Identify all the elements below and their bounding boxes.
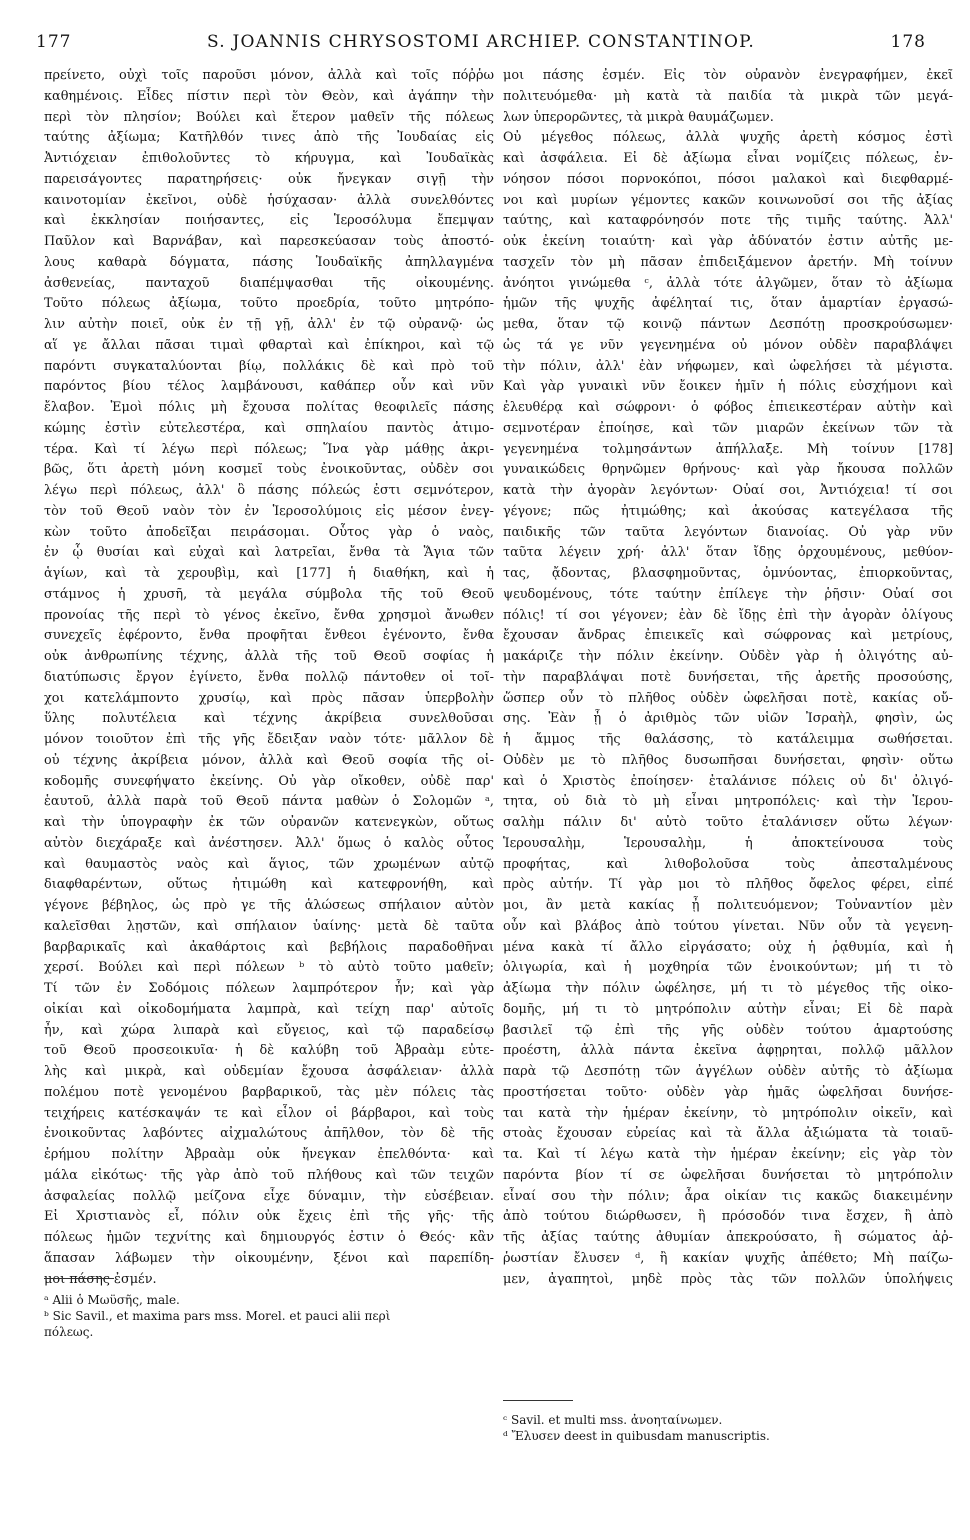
text-line: μοι πάσης ἐσμέν. Εἰς τὸν οὐρανὸν ἐνεγραφήμεν, ἐκεῖ	[503, 68, 953, 83]
text-line: ὡς τά γε νῦν γεγενημένα οὐ μόνον οὐδὲν παραβλάψει	[503, 337, 953, 353]
text-line: προστήσεται τοῦτο· οὐδὲν γὰρ ἡμᾶς ὠφελῆσαι δυνήσε-	[503, 1084, 953, 1100]
text-line: καὶ ὁ Χριστὸς ἐποίησεν· ἐταλάνισε πόλεις οὐ δι' ὀλιγό-	[503, 773, 953, 789]
text-line: ὕλης πολυτέλεια καὶ τέχνης ἀκρίβεια συνελθοῦσαι	[44, 711, 494, 727]
text-line: σης. Ἐὰν ᾖ ὁ ἀριθμὸς τῶν υἱῶν Ἰσραὴλ, φησὶν, ὡς	[503, 711, 953, 727]
text-line: ἀσφαλείας πολλῷ μείζονα εἶχε δύναμιν, τὴν εὐσέβειαν.	[44, 1188, 494, 1204]
text-line: τέρα. Καὶ τί λέγω περὶ πόλεως; Ἵνα γὰρ μάθῃς ἀκρι-	[44, 441, 494, 457]
text-line: πρείνετο, οὐχὶ τοῖς παροῦσι μόνον, ἀλλὰ καὶ τοῖς πόῤῥω	[44, 68, 494, 83]
text-line: μοι, ἂν μετὰ κακίας ᾖ πολιτευόμενον; Τοὐναντίον μὲν	[503, 898, 953, 913]
text-line: ἅπασαν λάβωμεν τὴν οἰκουμένην, ξένοι καὶ παρεπίδη-	[44, 1250, 494, 1266]
text-line: καὶ ἀσφάλεια. Εἰ δὲ ἀξίωμα εἶναι νομίζεις πόλεως, ἐν-	[503, 151, 953, 166]
footnote-line: ᶜ Savil. et multi mss. ἀνοηταίνωμεν.	[503, 1413, 723, 1427]
text-line: συνεχεῖς ἐφέροντο, ἔνθα προφῆται ἔνθεοι ἐγένοντο, ἔνθα	[44, 628, 494, 644]
text-line: ἔχουσαν ἄνδρας ἐπιεικεῖς καὶ σώφρονας καὶ μετρίους,	[503, 628, 953, 644]
text-line: τα. Καὶ τί λέγω κατὰ τὴν ἡμέραν ἐκείνην; εἰς γὰρ τὸν	[503, 1147, 953, 1162]
text-line: κώμης ἐστὶν εὐτελεστέρα, καὶ σπηλαίου παντὸς ἀτιμο-	[44, 420, 494, 436]
running-header	[36, 32, 926, 56]
text-line: ἔλαβον. Ἐμοὶ πόλις μὴ ἔχουσα πολίτας θεοφιλεῖς πάσης	[44, 400, 494, 415]
text-line: μοι πάσης ἐσμέν.	[44, 1271, 157, 1287]
text-line: Καὶ γὰρ γυναικὶ νῦν ἔοικεν ἡμῖν ἡ πόλις εὐσχήμονι καὶ	[503, 379, 953, 395]
text-line: μεν, ἀγαπητοὶ, μηδὲ πρὸς τὰς τῶν πολλῶν ὑπολήψεις	[503, 1271, 953, 1287]
left-text-column	[44, 66, 494, 1290]
text-line: γεγενημένα τολμησάντων ἀπήλλαξε. Μὴ τοίνυν [178]	[503, 441, 953, 457]
footnote-rule-left	[44, 1278, 114, 1279]
text-line: διαφθαρέντων, οὕτως ἠτιμώθη καὶ κατεφρονήθη, καὶ	[44, 877, 494, 893]
text-line: στάμνος ἡ χρυσῆ, τὰ μεγάλα σύμβολα τῆς τοῦ Θεοῦ	[44, 586, 494, 602]
text-line: ἑαυτοῦ, ἀλλὰ παρὰ τοῦ Θεοῦ πάντα μαθὼν ὁ Σολομῶν ᵃ,	[44, 794, 494, 810]
text-line: πολιτευόμεθα· μὴ κατὰ τὰ παιδία τὰ μικρὰ τῶν μεγά-	[503, 88, 953, 104]
text-line: μόνον τοιοῦτον ἐπὶ τῆς γῆς ἔδειξαν ναὸν τότε· μᾶλλον δὲ	[44, 732, 494, 747]
text-line: οὐ τέχνης ἀκρίβεια μόνον, ἀλλὰ καὶ Θεοῦ σοφία τῆς οἰ-	[44, 752, 494, 768]
text-line: τοῦ Θεοῦ προσεοικυῖα· ἡ δὲ καλύβη τοῦ Ἀβραὰμ εὐτε-	[44, 1043, 494, 1059]
text-line: τειχήρεις κατέσκαψάν τε καὶ εἷλον οἱ βάρβαροι, καὶ τοὺς	[44, 1105, 494, 1121]
text-line: τὸν τοῦ Θεοῦ ναὸν τὸν ἐν Ἱεροσολύμοις εἰς μέσον ἐνεγ-	[44, 503, 494, 519]
text-line: ἡ ἄμμος τῆς θαλάσσης, τὸ κατάλειμμα σωθήσεται.	[503, 732, 953, 747]
text-line: ἐρήμου πολίτην Ἀβραὰμ οὐκ ἤνεγκαν ἐπελθόντα· καὶ	[44, 1147, 494, 1162]
text-line: προνοίας τῆς περὶ τὸ γένος ἐκεῖνο, ἔνθα χρησμοὶ ἄνωθεν	[44, 607, 494, 623]
text-line: λέγω περὶ πόλεως, ἀλλ' ὃ πάσης πόλεώς ἐστι σεμνότερον,	[44, 483, 494, 498]
footnote-line: ᵈ Ἔλυσεν deest in quibusdam manuscriptis.	[503, 1429, 770, 1443]
text-line: ἐνοικοῦντας λαβόντες αἰχμαλώτους ἀπῆλθον, τὸν δὲ τῆς	[44, 1126, 494, 1142]
text-line: ἀπὸ τούτου διώρθωσεν, ἢ πρόσοδόν τινα ἔσχεν, ἢ ἀπὸ	[503, 1209, 953, 1225]
text-line: Οὐ μέγεθος πόλεως, ἀλλὰ ψυχῆς ἀρετὴ κόσμος ἐστὶ	[503, 130, 953, 146]
text-line: εἶναί σου τὴν πόλιν; ἆρα οἰκίαν τις κακῶς διακειμένην	[503, 1188, 953, 1204]
text-line: ταύτης ἀξίωμα; Κατῆλθόν τινες ἀπὸ τῆς Ἰουδαίας εἰς	[44, 130, 494, 146]
text-line: στοὰς ἔχουσαν εὐρείας καὶ τὰ ἄλλα ἀξιώματα τὰ τοιαῦ-	[503, 1126, 953, 1142]
text-line: καινοτομίαν ἐκεῖνοι, οὐδὲ ἡσύχασαν· ἀλλὰ συνελθόντες	[44, 192, 494, 208]
text-line: ψευδομένους, τότε ταύτην ἐπίλεγε τὴν ῥῆσιν· Οὐαί σοι	[503, 586, 953, 602]
text-line: περὶ τὸν πλησίον; Βούλει καὶ ἕτερον μαθεῖν τῆς πόλεως	[44, 109, 494, 125]
text-line: ἡμῶν τῆς ψυχῆς ἀφέληταί τις, ὅταν ἁμαρτίαν ἐργασώ-	[503, 296, 953, 312]
text-line: τὴν παραβλάψαι ποτὲ δυνήσεται, τῆς ἀρετῆς προσούσης,	[503, 669, 953, 685]
text-line: νοι καὶ μυρίων γέμοντες κακῶν κοινωνοῦσί σοι τῆς ἀξίας	[503, 192, 953, 208]
page-number-left: 177	[36, 32, 72, 52]
text-line: χερσί. Βούλει καὶ περὶ πόλεων ᵇ τὸ αὐτὸ τοῦτο μαθεῖν;	[44, 960, 494, 976]
text-line: γέγονε; πῶς ἠτιμώθης; καὶ ἀκούσας κατεγέλασα τῆς	[503, 503, 953, 519]
text-line: σεμνοτέραν ἐποίησε, καὶ τῶν μιαρῶν ἐκείνων τῶν τὰ	[503, 420, 953, 436]
text-line: καλεῖσθαι λῃστῶν, καὶ σπήλαιον ὑαίνης· μετὰ δὲ ταῦτα	[44, 918, 494, 934]
text-line: Οὐδὲν με τὸ πλῆθος δυσωπῆσαι δυνήσεται, φησὶν· οὕτω	[503, 752, 953, 768]
text-line: κὼν τοῦτο ἀποδεῖξαι πειράσομαι. Οὗτος γὰρ ὁ ναὸς,	[44, 524, 494, 540]
text-line: βαρβαρικαῖς καὶ ἀκαθάρτοις καὶ βεβήλοις παραδοθῆναι	[44, 939, 494, 955]
footnote-line: πόλεως.	[44, 1325, 94, 1339]
text-line: λιν αὐτὴν ποιεῖ, οὐκ ἐν τῇ γῇ, ἀλλ' ἐν τῷ οὐρανῷ· ὡς	[44, 317, 494, 332]
text-line: ταῦτα λέγειν χρή· ἀλλ' ὅταν ἴδῃς ὀρχουμένους, μεθύον-	[503, 545, 953, 561]
right-text-column	[503, 66, 953, 1290]
text-line: ἀνόητοι γινώμεθα ᶜ, ἀλλὰ τότε ἀλγῶμεν, ὅταν τὸ ἀξίωμα	[503, 275, 953, 291]
text-line: λων ὑπερορῶντες, τὰ μικρὰ θαυμάζωμεν.	[503, 109, 774, 125]
text-line: ἀσθενείας, πανταχοῦ διαπέμψασθαι τῆς οἰκουμένης.	[44, 275, 494, 291]
text-line: οἰκίαι καὶ οἰκοδομήματα λαμπρὰ, καὶ τείχη παρ' αὐτοῖς	[44, 1001, 494, 1017]
text-line: σαλὴμ πάλιν δι' αὐτὸ τοῦτο ἐταλάνισεν οὕτω λέγων·	[503, 815, 953, 830]
footnote-line: ᵃ Alii ὁ Μωϋσῆς, male.	[44, 1293, 180, 1307]
text-line: τὴν πόλιν, ἀλλ' ἐὰν νήφωμεν, καὶ ὠφελήσει τὰ μέγιστα.	[503, 358, 953, 374]
text-line: χοι κατελάμποντο χρυσίῳ, καὶ πρὸς πᾶσαν ὑπερβολὴν	[44, 690, 494, 706]
footnote-rule-right	[503, 1400, 573, 1401]
text-line: μένα κακὰ τί ἄλλο εἰργάσατο; οὐχ ἡ ῥᾳθυμία, καὶ ἡ	[503, 939, 953, 955]
text-line: Ἱερουσαλὴμ, Ἱερουσαλὴμ, ἡ ἀποκτείνουσα τοὺς	[503, 835, 953, 851]
text-line: παρὰ τῷ Δεσπότῃ τῶν ἀγγέλων οὐδὲν αὐτῆς τὸ ἀξίωμα	[503, 1064, 953, 1079]
text-line: αὐτὸν διεχάραξε καὶ ἀνέστησεν. Ἀλλ' ὅμως ὁ καλὸς οὗτος	[44, 835, 494, 851]
text-line: ταύτης, καὶ καταφρόνησόν ποτε τῆς τιμῆς ταύτης. Ἀλλ'	[503, 213, 953, 229]
text-line: μακάριζε τὴν πόλιν ἐκείνην. Οὐδὲν γὰρ ἡ ὀλιγότης αὐ-	[503, 649, 953, 664]
text-line: λὴς καὶ μικρὰ, καὶ οὐδεμίαν ἔχουσα ἀσφάλειαν· ἀλλὰ	[44, 1064, 494, 1079]
text-line: γέγονε βέβηλος, ὡς πρὸ γε τῆς ἁλώσεως σπήλαιον αὐτὸν	[44, 898, 494, 913]
text-line: δομῆς, μή τι τὸ μητρόπολιν αὐτὴν εἶναι; Εἰ δὲ παρὰ	[503, 1001, 953, 1017]
text-line: ται κατὰ τὴν ἡμέραν ἐκείνην, τὸ μητρόπολιν οἰκεῖν, καὶ	[503, 1105, 953, 1121]
text-line: πόλεως ἡμῶν τεχνίτης καὶ δημιουργός ἐστιν ὁ Θεός· κἂν	[44, 1230, 494, 1245]
text-line: παρόντος βίου τέλος λαμβάνουσι, καθάπερ οὖν καὶ νῦν	[44, 379, 494, 395]
text-line: ἐλευθέρᾳ καὶ σώφρονι· ὁ φόβος ἐπιεικεστέραν αὐτὴν καὶ	[503, 400, 953, 415]
text-line: βασιλεῖ τῷ ἐπὶ τῆς γῆς οὐδὲν τούτου ἁμαρτούσης	[503, 1022, 953, 1038]
footnote-line: ᵇ Sic Savil., et maxima pars mss. Morel. et pauci alii περὶ	[44, 1309, 391, 1323]
text-line: ὥσπερ οὖν τὸ πλῆθος οὐδὲν ὠφελῆσαι ποτὲ, κακίας οὔ-	[503, 690, 953, 706]
text-line: καὶ ἐκκλησίαν ποιήσαντες, εἰς Ἱεροσόλυμα ἔπεμψαν	[44, 213, 494, 229]
text-line: ἦν, καὶ χώρα λιπαρὰ καὶ εὔγειος, καὶ τῷ παραδείσῳ	[44, 1022, 494, 1038]
text-line: Τί τῶν ἐν Σοδόμοις πόλεων λαμπρότερον ἦν; καὶ γὰρ	[44, 981, 494, 996]
text-line: καὶ τὴν ὑπογραφὴν ἐκ τῶν οὐρανῶν κατενεγκὼν, οὕτως	[44, 815, 494, 830]
text-line: παιδικῆς τῶν ταῦτα λεγόντων διανοίας. Οὐ γὰρ νῦν	[503, 524, 953, 540]
text-line: ὀλιγωρία, καὶ ἡ μοχθηρία τῶν ἐνοικούντων; μή τι τὸ	[503, 960, 953, 976]
text-line: οὖν καὶ βλάβος ἀπὸ τούτου γίνεται. Νῦν οὖν τὰ γεγενη-	[503, 918, 953, 934]
text-line: οὐκ ἐκείνη τοιαύτη· καὶ γὰρ ἀδύνατόν ἐστιν αὐτῆς με-	[503, 234, 953, 249]
text-line: προέστη, ἀλλὰ πάντα ἐκεῖνα ἀφῃρηται, πολλῷ μᾶλλον	[503, 1043, 953, 1059]
text-line: αἵ γε ἄλλαι πᾶσαι τιμαὶ φθαρταὶ καὶ ἐπίκηροι, καὶ τῷ	[44, 337, 494, 353]
text-line: παρόντι συγκαταλύονται βίῳ, πολλάκις δὲ καὶ πρὸ τοῦ	[44, 358, 494, 374]
text-line: τῆς ἀξίας ταύτης ἀθυμίαν ἀπεκρούσατο, ἢ σώματος ἀῤ-	[503, 1230, 953, 1245]
text-line: Εἰ Χριστιανὸς εἶ, πόλιν οὐκ ἔχεις ἐπὶ τῆς γῆς· τῆς	[44, 1209, 494, 1225]
text-line: παρόντα βίον τί σε ὠφελῆσαι δυνήσεται τὸ μητρόπολιν	[503, 1167, 953, 1183]
footnotes-right	[503, 1412, 953, 1444]
text-line: λους καθαρὰ δόγματα, πάσης Ἰουδαϊκῆς ἀπηλλαγμένα	[44, 254, 494, 270]
text-line: νόησον πόσοι πορνοκόποι, πόσοι μαλακοὶ καὶ διεφθαρμέ-	[503, 171, 953, 187]
text-line: πολέμου ποτὲ γενομένου βαρβαρικοῦ, τὰς μὲν πόλεις τὰς	[44, 1084, 494, 1100]
text-line: τας, ᾄδοντας, βλασφημοῦντας, ὀμνύοντας, ἐπιορκοῦντας,	[503, 566, 953, 581]
text-line: ἀξίωμα τὴν πόλιν ὠφέλησε, μή τι τὸ μέγεθος τῆς οἰκο-	[503, 981, 953, 996]
text-line: Ἀντιόχειαν ἐπιθολοῦντες τὸ κήρυγμα, καὶ Ἰουδαϊκὰς	[44, 151, 494, 166]
text-line: τητα, οὐ διὰ τὸ μὴ εἶναι μητροπόλεις· καὶ τὴν Ἱερου-	[503, 794, 953, 810]
text-line: Παῦλον καὶ Βαρνάβαν, καὶ παρεσκεύασαν τοὺς ἀποστό-	[44, 234, 494, 249]
text-line: κατὰ τὴν ἀγορὰν λεγόντων· Οὐαί σοι, Ἀντιόχεια! τί σοι	[503, 483, 953, 498]
text-line: οὐκ ἀνθρωπίνης τέχνης, ἀλλὰ τῆς τοῦ Θεοῦ σοφίας ἡ	[44, 649, 494, 664]
text-line: καθημένοις. Εἶδες πίστιν περὶ τὸν Θεὸν, καὶ ἀγάπην τὴν	[44, 88, 494, 104]
text-line: Τοῦτο πόλεως ἀξίωμα, τοῦτο προεδρία, τοῦτο μητρόπο-	[44, 296, 494, 312]
text-line: ἁγίων, καὶ τὰ χερουβὶμ, καὶ [177] ἡ διαθήκη, καὶ ἡ	[44, 566, 494, 581]
text-line: γυναικώδεις θρηνῶμεν θρήνους· καὶ γὰρ ἤκουσα πολλῶν	[503, 462, 953, 478]
text-line: καὶ θαυμαστὸς ναὸς καὶ ἅγιος, τῶν χρωμένων αὐτῷ	[44, 856, 494, 872]
text-line: ῥωστίαν ἔλυσεν ᵈ, ἢ κακίαν ψυχῆς ἀπέθετο; Μὴ παίζω-	[503, 1250, 953, 1266]
running-title: S. JOANNIS CHRYSOSTOMI ARCHIEP. CONSTANTINOP.	[207, 32, 755, 52]
footnotes-left	[44, 1292, 494, 1340]
text-line: παρεισάγοντες παρατηρήσεις· οὐκ ἤνεγκαν σιγῇ τὴν	[44, 171, 494, 187]
text-line: πρὸς αὐτήν. Τί γὰρ μοι τὸ πλῆθος ὄφελος φέρει, εἰπέ	[503, 877, 953, 893]
text-line: πόλις! τί σοι γέγονεν; ἐὰν δὲ ἴδῃς ἐπὶ τὴν ἀγορὰν ὀλίγους	[503, 607, 953, 623]
text-line: προφήτας, καὶ λιθοβολοῦσα τοὺς ἀπεσταλμένους	[503, 856, 953, 872]
text-line: μεθα, ὅταν τῷ κοινῷ πάντων Δεσπότῃ προσκρούσωμεν·	[503, 317, 953, 332]
text-line: κοδομῆς συνεφήψατο ἐκείνης. Οὐ γὰρ οἴκοθεν, οὐδὲ παρ'	[44, 773, 494, 789]
page-number-right: 178	[890, 32, 926, 52]
text-line: διατύπωσις ἔργον ἐγίνετο, ἔνθα πολλῷ πάντοθεν οἱ τοῖ-	[44, 669, 494, 685]
text-line: τασχεῖν τὸν μὴ πᾶσαν ἐπιδειξάμενον ἀρετήν. Μὴ τοίνυν	[503, 254, 953, 270]
text-line: μάλα εἰκότως· τῆς γὰρ ἀπὸ τοῦ πλήθους καὶ τῶν τειχῶν	[44, 1167, 494, 1183]
text-line: βῶς, ὅτι ἀρετὴ μόνη κοσμεῖ τοὺς ἐνοικοῦντας, οὐδὲν σοι	[44, 462, 494, 478]
text-line: ἐν ᾧ θυσίαι καὶ εὐχαὶ καὶ λατρεῖαι, ἔνθα τὰ Ἅγια τῶν	[44, 545, 494, 561]
